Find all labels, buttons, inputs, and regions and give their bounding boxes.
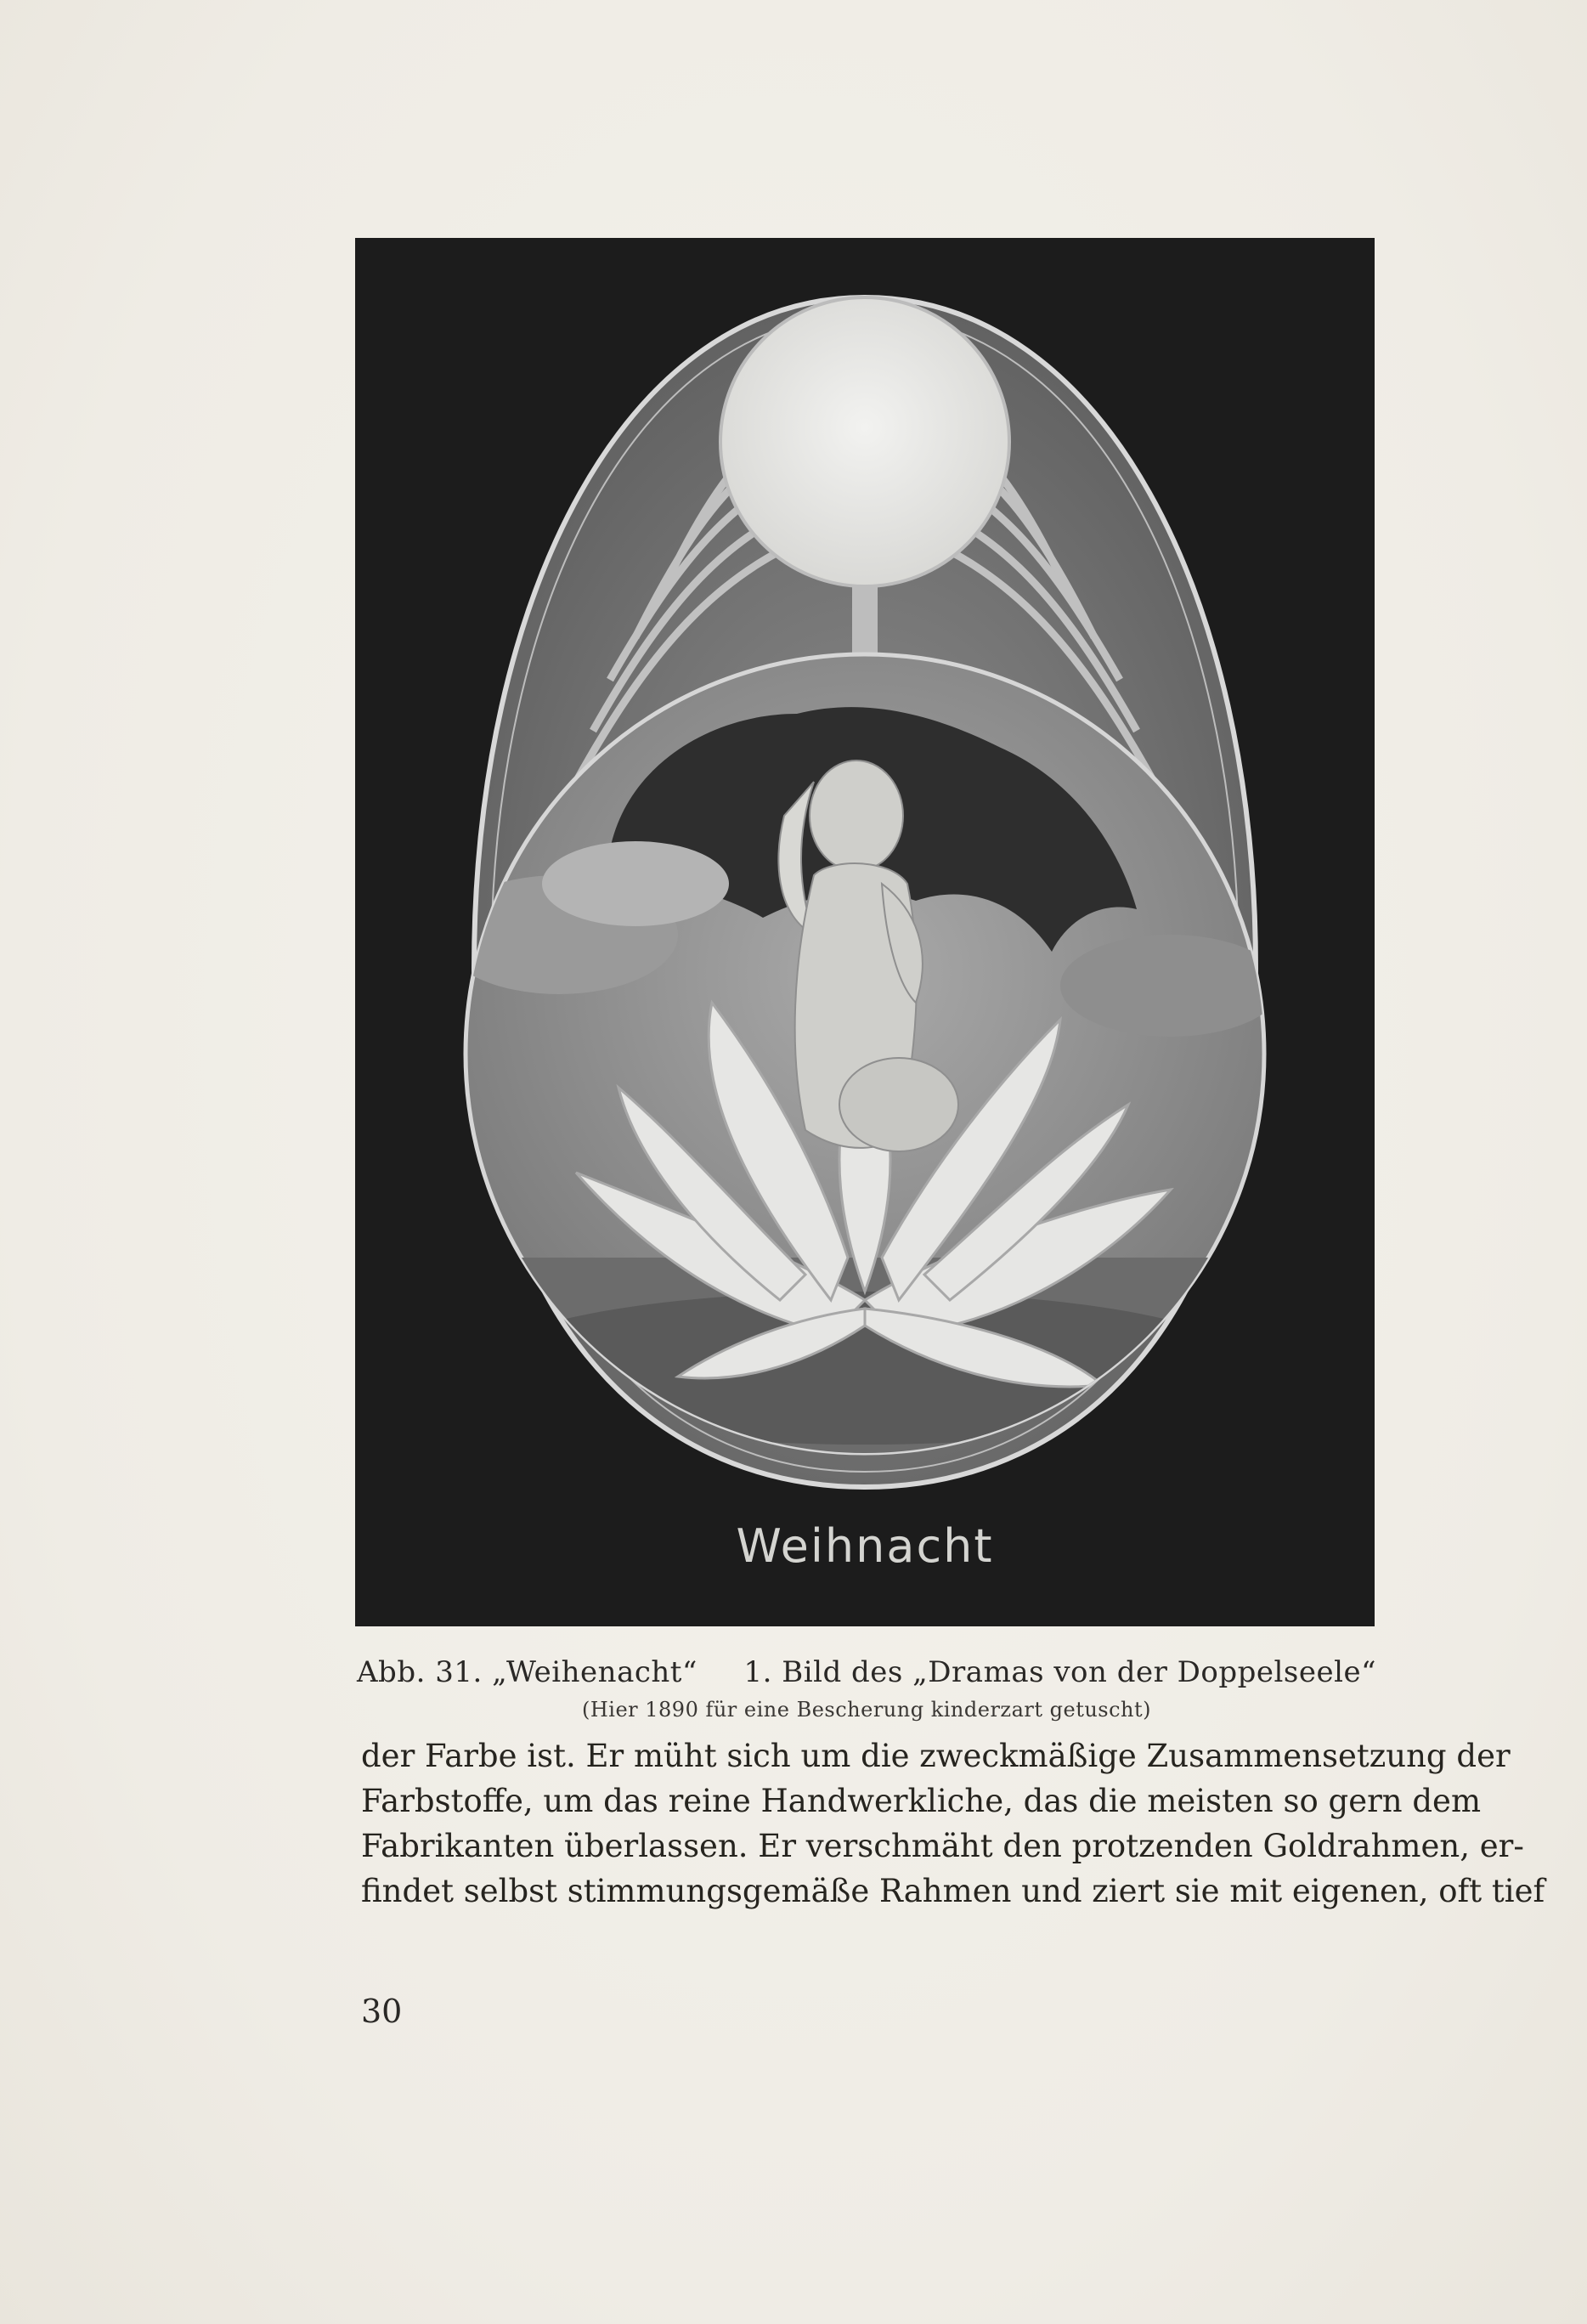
illustration-plate [355,238,1375,1626]
figure-subcaption: (Hier 1890 für eine Bescherung kinderzart getuscht) [581,1698,1152,1722]
illustration-inscription: Weihnacht [736,1519,994,1573]
body-line: Farbstoffe, um das reine Handwerkliche, das die meisten so gern dem [361,1783,1482,1819]
weihnacht-illustration [355,238,1375,1626]
body-text [361,1733,1545,1914]
caption-series-title: 1. Bild des „Dramas von der Doppelseele“ [743,1655,1376,1689]
body-line: Fabrikanten überlassen. Er verschmäht den protzenden Goldrahmen, er- [361,1828,1524,1864]
body-line: findet selbst stimmungsgemäße Rahmen und ziert sie mit eigenen, oft tief [361,1873,1545,1909]
page-number: 30 [361,1993,403,2030]
caption-figure-label: Abb. 31. „Weihenacht“ [357,1655,697,1689]
body-line: der Farbe ist. Er müht sich um die zweckmäßige Zusammensetzung der [361,1738,1511,1774]
moon [720,297,1009,586]
